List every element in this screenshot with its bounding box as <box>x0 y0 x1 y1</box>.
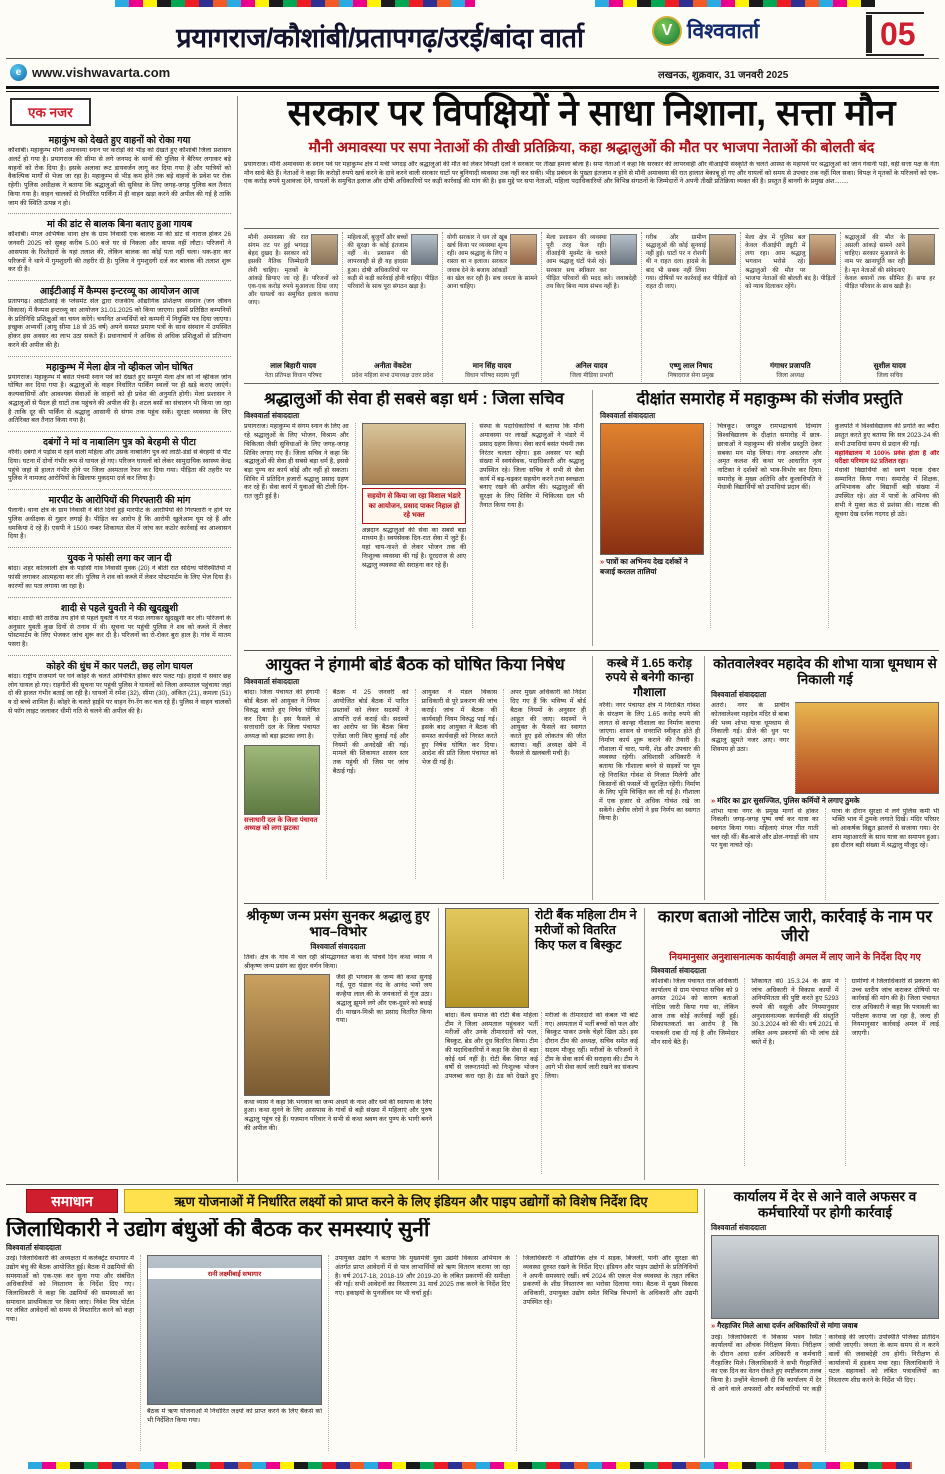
seva-body-col3: संस्था के पदाधिकारियों ने बताया कि मौनी अमावस्या पर लाखों श्रद्धालुओं ने भंडारे में प्रसाद ग्रहण किया। सेवा कार्य बसंत पंचमी तक निरंतर चलता रहेगा। इस अवसर पर बड़ी संख्या में स्वयंसेवक, पदाधिकारी और श्रद्धालु उपस्थित रहे। जिला सचिव ने सभी से सेवा कार्य में बढ़-चढ़कर सहयोग करने तथा स्वच्छता बनाए रखने की अपील की। श्रद्धालुओं की सुरक्षा के लिए शिविर में चिकित्सा दल भी तैनात किया गया है। <box>472 423 584 628</box>
procession-photo <box>795 702 939 794</box>
caption-caret-icon: » <box>711 796 716 806</box>
page-number-box <box>866 12 924 56</box>
sidebar-news-body: पैलानी। थाना क्षेत्र के ग्राम निवासी ने बीते दिनों हुई मारपीट के आरोपियों की गिरफ्तारी न होने पर पुलिस अधीक्षक से गुहार लगाई है। पीड़ित का आरोप है कि आरोपी खुलेआम घूम रहे हैं और धमकियां दे रहे हैं। एसपी ने 1500 नम्बर शिकायत सेल में जांच कर कठोर कार्रवाई का आश्वासन दिया है। <box>8 507 231 541</box>
caption-text: पात्रों का अभिनय देख दर्शकों ने बजाई करतल तालियां <box>600 557 688 576</box>
quote-name: लाल बिहारी यादव <box>270 361 317 371</box>
sidebar-news-item-6 <box>8 490 231 548</box>
masthead-title: प्रयागराज/कौशांबी/प्रतापगढ़/उरई/बांदा वार्ता <box>176 23 584 53</box>
sidebar-news-body: बांदा। शादी की तारीख तय होने से पहले युवती ने घर में फंदा लगाकर खुदख़ुशी कर ली। परिजनों के अनुसार युवती कुछ दिनों से तनाव में थी। सूचना पर पहुंची पुलिस ने शव को कब्जे में लेकर पोस्टमार्टम के लिए भेजकर जांच शुरू कर दी है। परिजनों का रो-रोकर बुरा हाल है। गांव में मातम पसरा है। <box>8 614 231 648</box>
dm-headline: जिलाधिकारी ने उद्योग बंधुओं की बैठक कर समस्याएं सुनीं <box>6 1218 430 1241</box>
band-rule-1 <box>244 650 939 651</box>
office-photo-caption <box>711 1321 939 1330</box>
quote-role: नेता प्रतिपक्ष विधान परिषद <box>264 372 322 379</box>
masthead <box>0 10 945 56</box>
office-body: उरई। जिलाधिकारी ने विकास भवन स्थित कार्यालयों का औचक निरीक्षण किया। निरीक्षण के दौरान आधा दर्जन अधिकारी व कर्मचारी गैरहाजिर मिले। जिलाधिकारी ने सभी गैरहाजिरों का एक दिन का वेतन रोकते हुए स्पष्टीकरण तलब किया है। उन्होंने चेतावनी दी कि कार्यालय में देर से आने वाले अफसरों और कर्मचारियों पर कड़ी कार्रवाई की जाएगी। उपस्थिति पंजिका प्रतिदिन जांची जाएगी। जनता के काम समय से न करने वालों की जवाबदेही तय होगी। निरीक्षण से कार्यालयों में हड़कंप मचा रहा। जिलाधिकारी ने पटल सहायकों को लंबित पत्रावलियों का निस्तारण शीघ्र करने के निर्देश भी दिए। <box>711 1333 939 1393</box>
dm-body-b: बैठक में ऋण योजनाओं में निर्धारित लक्ष्यों को प्राप्त करने के लिए बैंकर्स को भी निर्देशित किया गया। <box>147 1408 322 1424</box>
quote-role: विधान परिषद सदस्य पूर्वी <box>465 372 519 379</box>
quote-role: जिला मीडिया प्रभारी <box>569 372 614 379</box>
sidebar-news-item-8 <box>8 598 231 656</box>
quote-name: एष्णु लाल निषाद <box>669 361 713 371</box>
lead-intro: प्रयागराज। मौनी अमावस्या के स्नान पर्व पर महाकुम्भ क्षेत्र में मची भगदड़ और श्रद्धालुओं की मौत को लेकर विपक्षी दलों ने सरकार पर तीखा हमला बोला है। सपा नेताओं ने कहा कि सरकार की लापरवाही और वीआईपी संस्कृति के चलते आस्था के महापर्व पर श्रद्धालुओं को जान गंवानी पड़ी, वहीं सत्ता पक्ष के नेता मौन साधे बैठे हैं। नेताओं ने कहा कि करोड़ों रुपये खर्च करने के दावे करने वाली सरकार घाटों पर बुनियादी व्यवस्था तक नहीं कर सकी। भीड़ प्रबंधन के पुख्ता इंतजाम न होने से मौनी अमावस्या की रात हालात बेकाबू हो गए और घायलों को समय से उपचार तक नहीं मिल सका। विपक्ष ने मृतकों के परिजनों को एक-एक करोड़ रुपये मुआवजा देने, घायलों के समुचित इलाज और दोषी अधिकारियों पर कड़ी कार्रवाई की मांग की है। इस मुद्दे पर सपा नेताओं, महिला पदाधिकारियों और विभिन्न संगठनों के जिम्मेदारों ने अपनी तीखी प्रतिक्रिया व्यक्त की है। प्रस्तुत हैं बानगी के प्रमुख अंश........ <box>244 160 939 186</box>
article-dm-meeting <box>6 1218 698 1458</box>
krishna-byline: विश्ववार्ता संवाददाता <box>310 942 366 952</box>
page-number-bar <box>866 15 872 53</box>
sidebar-news-item-5 <box>8 432 231 490</box>
quote-text: योगी सरकार ने धन तो खूब खर्च किया पर व्यवस्था शून्य रही। आम श्रद्धालु के लिए न रास्ता था न इलाज। सरकार जवाब देने के बजाय आंकड़ों का खेल कर रही है। सच जनता के सामने आना चाहिए। <box>446 234 538 290</box>
print-color-bar-top-left <box>115 0 475 7</box>
sidebar-news-body: कौशांबी। मंगल अभिषेक थाना क्षेत्र के ग्राम निवासी एक बालक मां की डांट से नाराज होकर 26 जनवरी 2025 को सुबह करीब 5.00 बजे घर से निकला और वापस नहीं लौटा। परिजनों ने आसपास के रिश्तेदारों के यहां तलाश की, लेकिन बालक का कोई पता नहीं चला। थक-हार कर परिजनों ने थाने में गुमशुदगी की तहरीर दी है। पुलिस ने गुमशुदगी दर्ज कर बालक की तलाश शुरू कर दी है। <box>8 231 231 274</box>
ayukt-body-b: बैठक में 25 जनवरी को आयोजित बोर्ड बैठक में पारित प्रस्तावों को लेकर सदस्यों ने आपत्ति दर्ज कराई थी। सदस्यों का आरोप था कि बैठक बिना एजेंडा जारी किए बुलाई गई और नियमों की अनदेखी की गई। मामले की शिकायत शासन स्तर तक पहुंची थी जिस पर जांच बैठाई गई। <box>326 689 409 879</box>
distribution-photo <box>445 908 529 1008</box>
dikshant-body-col1: चित्रकूट। जगद्गुरु रामभद्राचार्य दिव्यांग विश्वविद्यालय के दीक्षांत समारोह में छात्र-छात्राओं ने महाकुम्भ की संजीव प्रस्तुति देकर सबका मन मोह लिया। गंगा अवतरण और अमृत कलश की कथा पर आधारित नृत्य नाटिका ने दर्शकों को भाव-विभोर कर दिया। समारोह के मुख्य अतिथि और कुलाधिपति ने मेधावी विद्यार्थियों को उपाधियां प्रदान कीं। <box>710 423 821 628</box>
print-color-bar-top-right <box>595 0 875 7</box>
sidebar-news-item-2 <box>8 214 231 281</box>
ek-nazar-header <box>10 98 91 126</box>
quote-text: मेला क्षेत्र में पुलिस बल केवल वीआईपी ड्यूटी में लगा रहा। आम श्रद्धालु भगवान भरोसे रहे। श्रद्धालुओं की मौत पर भाजपा नेताओं की बोलती बंद है। पीड़ितों को न्याय दिलाकर रहेंगे। <box>745 234 836 290</box>
sidebar-news-title: मारपीट के आरोपियों की गिरफ्तारी की मांग <box>48 494 191 506</box>
edition-dateline: लखनऊ, शुक्रवार, 31 जनवरी 2025 <box>658 70 789 81</box>
samadhan-banner-text: ऋण योजनाओं में निर्धारित लक्ष्यों को प्राप्त करने के लिए इंडियन और पाइप उद्योगों को विशेष निर्देश दिए <box>174 1194 648 1209</box>
quote-text: श्रद्धालुओं की मौत के असली आंकड़े सामने आने चाहिए। सरकार मुआवजे के नाम पर खानापूर्ति कर रही है। मृत नेताओं की संवेदनाएं केवल बयानों तक सीमित हैं। सपा हर पीड़ित परिवार के साथ खड़ी है। <box>844 234 935 290</box>
article-seva <box>244 390 584 646</box>
office-byline: विश्ववार्ता संवाददाता <box>711 1223 767 1233</box>
article-office-action <box>704 1189 939 1458</box>
article-ayukt <box>244 656 586 900</box>
sidebar-news-item-1 <box>8 130 231 214</box>
band-rule-3 <box>6 1184 939 1185</box>
caption-caret-icon: » <box>711 1321 716 1331</box>
quote-role: जिला अध्यक्ष <box>776 372 805 379</box>
seva-body-col2: अन्नदान श्रद्धालुओं की सेवा का सबसे बड़ा माध्यम है। स्वयंसेवक दिन-रात सेवा में जुटे हैं। यहां चाय-नाश्ते से लेकर भोजन तक की निःशुल्क व्यवस्था की गई है। दूरदराज से आए श्रद्धालु व्यवस्था की सराहना कर रहे हैं। <box>361 526 467 569</box>
article-kotwaleshwar <box>704 656 939 900</box>
quote-text: मेला प्रशासन की व्यवस्था पूरी तरह फेल रही। वीआईपी मूवमेंट के चलते आम श्रद्धालु घंटों फंसे रहे। सरकार सच स्वीकार कर पीड़ित परिवारों की मदद करे। जवाबदेही तय किए बिना न्याय संभव नहीं है। <box>546 234 637 290</box>
kathavyas-photo <box>244 974 330 1096</box>
sidebar-news-title: कोहरे की धुंध में कार पलटी, छह लोग घायल <box>46 659 193 671</box>
article-dikshant <box>592 390 939 646</box>
politician-photo <box>411 234 438 265</box>
kasba-headline: कस्बे में 1.65 करोड़ रुपये से बनेगी कान्हा गौशाला <box>605 656 694 699</box>
karan-body-c: ग्रामीणों ने जिलाधिकारी से प्रकरण की उच्च स्तरीय जांच कराकर दोषियों पर कार्रवाई की मांग की है। जिला पंचायत राज अधिकारी ने कहा कि पत्रावली का परीक्षण कराया जा रहा है, जल्द ही नियमानुसार कार्रवाई अमल में लाई जाएगी। <box>845 978 939 1166</box>
seva-byline: विश्ववार्ता संवाददाता <box>244 411 300 421</box>
politician-photo <box>510 234 537 265</box>
seva-headline: श्रद्धालुओं की सेवा ही सबसे बड़ा धर्म : जिला सचिव <box>264 390 564 408</box>
office-inspection-photo <box>711 1235 939 1319</box>
caption-text: मंदिर का द्वार सुसज्जित, पुलिस कर्मियों ने लगाए ठुमके <box>717 796 860 806</box>
quote-name: सुशील यादव <box>873 361 906 371</box>
dikshant-body-b2: मेधावी विद्यार्थियों को स्वर्ण पदक देकर सम्मानित किया गया। समारोह में शिक्षक, अभिभावक और विद्यार्थी बड़ी संख्या में उपस्थित रहे। अंत में पात्रों के अभिनय की सभी ने मुक्त कंठ से प्रशंसा की। नाटक की सूचना देख दर्शक गदगद हो उठे। <box>834 466 939 518</box>
article-kasba-gaushala <box>592 656 700 900</box>
lead-subhead: मौनी अमावस्या पर सपा नेताओं की तीखी प्रतिक्रिया, कहा श्रद्धालुओं की मौत पर भाजपा नेताओं की बोलती बंद <box>308 139 875 156</box>
reaction-quote-card-1 <box>244 232 343 382</box>
karan-subhead: नियमानुसार अनुशासनात्मक कार्यवाही अमल में लाए जाने के निर्देश दिए गए <box>669 951 921 963</box>
reaction-quote-card-3 <box>443 232 542 382</box>
politician-photo <box>311 234 338 265</box>
samadhan-label-text: समाधान <box>51 1192 93 1209</box>
quote-text: महिलाओं, बुजुर्गों और बच्चों की सुरक्षा के कोई इंतजाम नहीं थे। प्रशासन की लापरवाही से ही यह हादसा हुआ। दोषी अधिकारियों पर कड़ी से कड़ी कार्रवाई होनी चाहिए। पीड़ित परिवारों के साथ पूरा संगठन खड़ा है। <box>347 234 438 290</box>
website-url: www.vishwavarta.com <box>32 65 171 80</box>
sidebar-news-title: शादी से पहले युवती ने की खुदख़ुशी <box>60 601 179 613</box>
kotwal-byline: विश्ववार्ता संवाददाता <box>711 690 767 700</box>
performance-photo <box>600 423 704 555</box>
article-krishna <box>244 908 432 1180</box>
dm-body-c: उपायुक्त उद्योग ने बताया कि मुख्यमंत्री युवा उद्यमी विकास अभियान के अंतर्गत प्राप्त आवेदनों में से पात्र लाभार्थियों को ऋण वितरण कराया जा रहा है। वर्ष 2017-18, 2018-19 और 2019-20 के लंबित प्रकरणों की समीक्षा की गई। सभी आवेदनों का निस्तारण 31 मार्च 2025 तक करने के निर्देश दिए गए। इकाइयों के पुनर्जीवन पर भी चर्चा हुई। <box>328 1255 510 1451</box>
karan-body-a: कौशांबी। जिला पंचायत राज अधिकारी कार्यालय से ग्राम पंचायत सचिव को 9 अगस्त 2024 को कारण बताओ नोटिस जारी किया गया था, लेकिन आज तक कोई कार्रवाई नहीं हुई। शिकायतकर्ता का आरोप है कि पत्रावली दबा दी गई है और जिम्मेदार मौन साधे बैठे हैं। <box>651 977 739 1046</box>
sidebar-news-item-7 <box>8 548 231 597</box>
dikshant-headline: दीक्षांत समारोह में महाकुम्भ की संजीव प्रस्तुति <box>636 390 903 408</box>
dikshant-photo-caption <box>600 557 704 576</box>
ek-nazar-label: एक नजर <box>28 105 73 120</box>
dm-byline: विश्ववार्ता संवाददाता <box>6 1243 62 1253</box>
meeting-photo <box>147 1255 322 1405</box>
karan-byline: विश्ववार्ता संवाददाता <box>651 965 707 975</box>
reaction-quote-card-4 <box>542 232 641 382</box>
meeting-photo-banner: रानी लक्ष्मीबाई सभागार <box>148 1268 321 1279</box>
sidebar-news-title: आईटीआई में कैम्पस इन्टरव्यू का आयोजन आज <box>39 285 200 296</box>
quote-text: गरीब और ग्रामीण श्रद्धालुओं की कोई सुनवाई नहीं हुई। घाटों पर न रोशनी थी न राहत दल। हादसे के बाद भी सबक नहीं लिया गया। दोषियों पर कार्रवाई कर पीड़ितों को राहत दी जाए। <box>645 234 737 290</box>
sidebar-news-item-3 <box>8 281 231 357</box>
article-roti-bank <box>438 908 638 1180</box>
sidebar-news-body: प्रयागराज। महाकुम्भ में बसंत पंचमी स्नान पर्व को देखते हुए सम्पूर्ण मेला क्षेत्र को नो व्हीकल जोन घोषित कर दिया गया है। श्रद्धालुओं के वाहन निर्धारित पार्किंग स्थलों पर ही खड़े कराए जाएंगे। कल्पवासियों और आवश्यक सेवाओं के वाहनों को ही प्रवेश की अनुमति होगी। मेला प्रशासन ने श्रद्धालुओं से पैदल ही घाटों तक पहुंचने की अपील की है। शटल बसों का संचालन भी किया जा रहा है ताकि दूर की पार्किंग से श्रद्धालु आसानी से संगम तक पहुंच सकें। सुरक्षा व्यवस्था के लिए अतिरिक्त बल तैनात किया गया है। <box>8 373 231 425</box>
sidebar-news-title: महाकुंभ को देखते हुए वाहनों को रोका गया <box>48 134 191 145</box>
band-rule-2 <box>244 903 939 904</box>
quote-role: जिला सचिव <box>876 372 903 379</box>
reaction-quote-card-6 <box>741 232 840 382</box>
dm-body-a: उरई। जिलाधिकारी की अध्यक्षता में कलेक्ट्रेट सभागार में उद्योग बंधु की बैठक आयोजित हुई। बैठक में उद्यमियों की समस्याओं को एक-एक कर सुना गया और संबंधित अधिकारियों को निस्तारण के निर्देश दिए गए। जिलाधिकारी ने कहा कि उद्यमियों की समस्याओं का समाधान प्राथमिकता पर किया जाए। निवेश मित्र पोर्टल पर लंबित आवेदनों को समय से निस्तारित करने को कहा गया। <box>6 1255 134 1324</box>
caption-caret-icon: » <box>600 557 605 567</box>
dikshant-body-col2 <box>828 423 939 628</box>
quote-name: मान सिंह यादव <box>472 361 512 371</box>
kasba-body: नरैनी। नगर पंचायत क्षेत्र में निराश्रित गोवंश के संरक्षण के लिए 1.65 करोड़ रुपये की लागत से कान्हा गौशाला का निर्माण कराया जाएगा। शासन से धनराशि स्वीकृत होते ही निर्माण कार्य शुरू कराने की तैयारी है। गौशाला में चारा, पानी, शेड और उपचार की व्यवस्था रहेगी। अधिशासी अधिकारी ने बताया कि गौशाला बनने से सड़कों पर घूम रहे निराश्रित गोवंश से निजात मिलेगी और किसानों की फसलें भी सुरक्षित रहेंगी। निर्माण के लिए भूमि चिन्हित कर ली गई है। गौशाला में एक हजार से अधिक गोवंश रखे जा सकेंगे। क्षेत्रीय लोगों ने इस निर्णय का स्वागत किया है। <box>599 702 700 823</box>
article-karan-batao <box>644 908 939 1180</box>
brand-name: विश्ववार्ता <box>687 20 760 43</box>
kotwal-photo-caption <box>711 796 939 805</box>
ayukt-headline: आयुक्त ने हंगामी बोर्ड बैठक को घोषित किया निषेध <box>265 656 565 674</box>
caption-text: गैरहाजिर मिले आधा दर्जन अधिकारियों से मांगा जवाब <box>717 1321 858 1331</box>
dikshant-photo-col <box>600 423 704 628</box>
sidebar-news-body: प्रतापगढ़। आईटीआई के प्लेसमेंट सेल द्वारा राजकीय औद्योगिक प्रशिक्षण संस्थान (जन जीवन विकास) में कैम्पस इन्टरव्यू का आयोजन 31.01.2025 को किया जाएगा। इसमें प्रतिष्ठित कम्पनियों के प्रतिनिधि प्रशिक्षुओं का चयन करेंगे। चयनित अभ्यर्थियों को कम्पनी में नियुक्ति पत्र दिया जाएगा। इच्छुक अभ्यर्थी (आयु सीमा 18 से 35 वर्ष) अपने समस्त प्रमाण पत्रों के साथ संस्थान में उपस्थित होकर इस अवसर का लाभ उठा सकते हैं। प्रधानाचार्य ने अधिक से अधिक प्रशिक्षुओं से प्रतिभाग करने की अपील की है। <box>8 298 231 349</box>
sidebar-news-item-4 <box>8 357 231 433</box>
sidebar-news-body: कौशांबी। महाकुम्भ मौनी अमावस्या स्नान पर करोड़ों की भीड़ को देखते हुए कौशांबी जिला प्रशासन अलर्ट हो गया है। प्रयागराज की सीमा से लगे जनपद के थानों की पुलिस ने बैरियर लगाकर बड़े वाहनों को रोक दिया है। इसके अलावा रूट डायवर्जन लागू कर दिया गया है और यात्रियों को वैकल्पिक मार्गों से भेजा जा रहा है। महाकुम्भ से भीड़ कम होने तक बड़े वाहनों के प्रवेश पर रोक रहेगी। पुलिस अधीक्षक ने बताया कि श्रद्धालुओं की सुविधा के लिए जगह-जगह पुलिस बल तैनात किया गया है। वाहन चालकों से निर्धारित पार्किंग में ही वाहन खड़ा करने की अपील की गई है ताकि जाम की स्थिति उत्पन्न न हो। <box>8 147 231 207</box>
kotwal-intro: अतर्रा। नगर के प्राचीन कोतवालेश्वर महादेव मंदिर से बाबा की भव्य शोभा यात्रा धूमधाम से निकाली गई। डीजे की धुन पर श्रद्धालु झूमते नजर आए। नगर शिवमय हो उठा। <box>711 702 789 753</box>
reaction-quotes-row <box>244 228 939 384</box>
dikshant-byline: विश्ववार्ता संवाददाता <box>600 411 656 421</box>
quote-role: प्रदेश महिला सभा उपाध्यक्ष उत्तर प्रदेश <box>351 372 434 379</box>
sidebar-news-item-9 <box>8 656 231 722</box>
article-lead <box>244 94 939 226</box>
ayukt-body-a: बांदा। जिला पंचायत की हंगामी बोर्ड बैठक को आयुक्त ने नियम विरुद्ध बताते हुए निषेध घोषित कर दिया है। इस फैसले से सत्ताधारी दल के जिला पंचायत अध्यक्ष को बड़ा झटका लगा है। <box>244 689 320 740</box>
krishna-body-2: जैसे ही भगवान के जन्म की कथा सुनाई गई, पूरा पंडाल नंद के आनंद भयो जय कन्हैया लाल की के जयकारों से गूंज उठा। श्रद्धालु झूमने लगे और एक-दूसरे को बधाई दी। माखन-मिश्री का प्रसाद वितरित किया गया। <box>336 973 432 1025</box>
sidebar-news-title: मां की डांट से बालक बिना बताए हुआ गायब <box>46 218 193 230</box>
krishna-body-3: कथा व्यास ने कहा कि भगवान का जन्म अधर्म के नाश और धर्म की स्थापना के लिए हुआ। कथा सुनने के लिए आसपास के गांवों से बड़ी संख्या में महिलाएं और पुरुष श्रद्धालु पहुंच रहे हैं। यजमान परिवार ने सभी से कथा श्रवण कर पुण्य के भागी बनने की अपील की। <box>244 1098 432 1132</box>
office-headline: कार्यालय में देर से आने वाले अफसर व कर्मचारियों पर होगी कार्रवाई <box>733 1189 917 1221</box>
info-row <box>10 63 943 85</box>
quote-text: मौनी अमावस्या की रात संगम तट पर हुई भगदड़ बेहद दुखद है। सरकार को इसकी नैतिक जिम्मेदारी लेनी चाहिए। मृतकों के आंकड़े छिपाए जा रहे हैं। परिजनों को एक-एक करोड़ रुपये मुआवजा दिया जाए और घायलों का समुचित इलाज कराया जाए। <box>248 234 339 307</box>
ayukt-col1 <box>244 689 320 879</box>
sidebar-news-title: दबंगों ने मां व नाबालिग पुत्र को बेरहमी से पीटा <box>43 436 196 447</box>
sidebar-news-body: बांदा। शहर कोतवाली क्षेत्र के पड़ोसी गांव निवासी युवक (20) ने बीती रात संदिग्ध परिस्थितियों में फांसी लगाकर आत्महत्या कर ली। पुलिस ने शव को कब्जे में लेकर पोस्टमार्टम के लिए भेज दिया है। कारणों का पता लगाया जा रहा है। <box>8 565 231 590</box>
print-color-bar-bottom <box>28 1462 912 1469</box>
reaction-quote-card-5 <box>642 232 741 382</box>
reaction-quote-card-7 <box>841 232 939 382</box>
seva-highlight: सहयोग से किया जा रहा विशाल भंडारे का आयोजन, प्रसाद पाकर निहाल हो रहे भक्त <box>362 488 467 523</box>
politician-photo <box>809 234 836 265</box>
politician-photo <box>908 234 935 265</box>
roti-headline: रोटी बैंक महिला टीम ने मरीजों को वितरित किए फल व बिस्कुट <box>535 908 637 952</box>
dikshant-body-b1: कुलपति ने विश्वविद्यालय की प्रगति का ब्यौरा प्रस्तुत करते हुए बताया कि सत्र 2023-24 की सभी उपाधियां समय से प्रदान की गईं। <box>834 423 939 448</box>
sidebar-news-body: नरैनी। दबंगों ने पड़ोस में रहने वाली महिला और उसके नाबालिग पुत्र को लाठी-डंडों से बेरहमी से पीट दिया। घटना में दोनों गंभीर रूप से घायल हो गए। परिजन घायलों को लेकर सामुदायिक स्वास्थ्य केन्द्र पहुंचे जहां से हालत गंभीर होने पर जिला अस्पताल रेफर कर दिया गया। पीड़िता की तहरीर पर पुलिस ने नामजद आरोपियों के खिलाफ मुकदमा दर्ज कर लिया है। <box>8 449 231 483</box>
page-number: 05 <box>880 16 916 52</box>
krishna-headline: श्रीकृष्ण जन्म प्रसंग सुनकर श्रद्धालु हुए भाव–विभोर <box>246 908 430 940</box>
politician-photo <box>610 234 637 265</box>
seva-body-col1: प्रयागराज। महाकुम्भ में संगम स्नान के लिए आ रहे श्रद्धालुओं के लिए भोजन, विश्राम और चिकित्सा जैसी सुविधाओं के लिए जगह-जगह शिविर लगाए गए हैं। जिला सचिव ने कहा कि श्रद्धालुओं की सेवा ही सबसे बड़ा धर्म है, इससे बड़ा पुण्य का कार्य कोई और नहीं हो सकता। शिविर में प्रतिदिन हजारों श्रद्धालु प्रसाद ग्रहण कर रहे हैं। सेवा कार्य में युवाओं की टोली दिन-रात जुटी हुई है। <box>244 423 349 501</box>
lead-headline: सरकार पर विपक्षियों ने साधा निशाना, सत्ता मौन <box>287 92 896 133</box>
dm-photo-col <box>140 1255 322 1451</box>
panchayat-photo <box>244 745 320 815</box>
reaction-quote-card-2 <box>343 232 442 382</box>
quote-name: गंगाधर प्रजापति <box>770 361 811 371</box>
ayukt-body-d: अपर मुख्य अधिकारी को निर्देश दिए गए हैं कि भविष्य में बोर्ड बैठक नियमों के अनुसार ही आहूत की जाए। सदस्यों ने आयुक्त के फैसले का स्वागत करते हुए इसे लोकतंत्र की जीत बताया। वहीं अध्यक्ष खेमे में फैसले से खलबली मची है। <box>503 689 586 879</box>
ayukt-byline: विश्ववार्ता संवाददाता <box>244 677 300 687</box>
sidebar-news-body: बांदा। राष्ट्रीय राजमार्ग पर घने कोहरे के चलते अनियंत्रित होकर कार पलट गई। हादसे में सवार छह लोग घायल हो गए। राहगीरों की सूचना पर पहुंची पुलिस ने घायलों को जिला अस्पताल पहुंचाया जहां दो की हालत गंभीर बताई जा रही है। घायलों में रमेश (32), सीमा (30), अंकित (21), कमला (51) व दो बच्चे शामिल हैं। कोहरे के चलते हाईवे पर वाहन रेंग-रेंग कर चल रहे हैं। पुलिस ने वाहन चालकों से फॉग लाइट जलाकर धीमी गति से चलने की अपील की है। <box>8 672 231 715</box>
karan-body-b: शिकायत सं0 15.3.24 के क्रम में जांच अधिकारी ने विकास कार्यों में अनियमितता की पुष्टि करते हुए 5293 रुपये की वसूली और नियमानुसार अनुशासनात्मक कार्यवाही की संस्तुति 30.3.2024 को की थी। वर्ष 2021 से लंबित अन्य प्रकरणों की भी जांच ठंडे बस्ते में है। <box>744 978 838 1166</box>
ayukt-photo-caption: सत्ताधारी दल के जिला पंचायत अध्यक्ष को लगा झटका <box>244 816 318 833</box>
kotwal-body-b: यात्रा के दौरान सुरक्षा में लगे पुलिस कर्मी भी भक्ति भाव में ठुमके लगाते दिखे। मंदिर परिसर को आकर्षक विद्युत झालरों से सजाया गया। देर शाम महाआरती के साथ यात्रा का समापन हुआ। इस दौरान बड़ी संख्या में श्रद्धालु मौजूद रहे। <box>825 808 940 900</box>
seva-middle-col <box>355 423 467 628</box>
masthead-rule <box>6 58 939 59</box>
kotwal-body-a: शोभा यात्रा नगर के प्रमुख मार्गों से होकर निकली। जगह-जगह पुष्प वर्षा कर यात्रा का स्वागत किया गया। महिलाएं मंगल गीत गाती चल रही थीं। बैंड-बाजे और ढोल-नगाड़ों की थाप पर युवा नाचते रहे। <box>711 807 819 850</box>
dm-body-d: जिलाधिकारी ने औद्योगिक क्षेत्र में सड़क, बिजली, पानी और सुरक्षा की व्यवस्था दुरुस्त रखने के निर्देश दिए। इंडियन और पाइप उद्योगों के प्रतिनिधियों ने अपनी समस्याएं रखीं। वर्ष 2024 की एकल मेज व्यवस्था के तहत लंबित प्रकरणों के शीघ्र निस्तारण का भरोसा दिलाया गया। बैठक में मुख्य विकास अधिकारी, उपायुक्त उद्योग समेत विभिन्न विभागों के अधिकारी और उद्यमी उपस्थित रहे। <box>516 1255 698 1451</box>
bhandara-photo <box>362 423 467 485</box>
sidebar-ek-nazar <box>6 96 238 1182</box>
samadhan-banner <box>124 1189 698 1213</box>
krishna-body-1: तिर्वा। क्षेत्र के गांव में चल रही श्रीमद्भागवत कथा के पांचवें दिन कथा व्यास ने श्रीकृष्ण जन्म प्रसंग का सुंदर वर्णन किया। <box>244 954 432 971</box>
quote-name: अनिल यादव <box>575 361 608 371</box>
brand-block <box>652 16 759 46</box>
samadhan-label-box <box>26 1189 118 1213</box>
kotwal-headline: कोतवालेश्वर महादेव की शोभा यात्रा धूमधाम से निकाली गई <box>713 656 937 688</box>
dikshant-stat-red: महाविद्यालय में 100% प्रवेश होता है और परीक्षा परिणाम 92 प्रतिशत रहा। <box>834 449 939 466</box>
globe-icon: e <box>10 64 27 81</box>
politician-photo <box>709 234 736 265</box>
quote-name: अनीता वेंकटेश <box>373 361 412 371</box>
karan-headline: कारण बताओ नोटिस जारी, कार्रवाई के नाम पर जीरो <box>657 908 933 946</box>
roti-body: बांदा। वैश्य समाज की रोटी बैंक महिला टीम ने जिला अस्पताल पहुंचकर भर्ती मरीजों और उनके तीमारदारों को फल, बिस्कुट, ब्रेड और दूध वितरित किया। टीम की पदाधिकारियों ने कहा कि सेवा से बड़ा कोई धर्म नहीं है। रोटी बैंक विगत कई वर्षों से जरूरतमंदों को निःशुल्क भोजन उपलब्ध करा रहा है। ठंड को देखते हुए मरीजों के तीमारदारों को कंबल भी बांटे गए। अस्पताल में भर्ती बच्चों को फल और बिस्कुट पाकर उनके चेहरे खिल उठे। इस दौरान टीम की अध्यक्ष, सचिव समेत कई सदस्य मौजूद रहीं। मरीजों के परिजनों ने टीम के सेवा कार्य की सराहना की। टीम ने आगे भी सेवा कार्य जारी रखने का संकल्प लिया। <box>445 1012 638 1080</box>
quote-role: निषादराज सेना प्रमुख <box>668 372 714 379</box>
sidebar-news-title: युवक ने फांसी लगा कर जान दी <box>67 552 172 564</box>
ayukt-body-c: आयुक्त ने मंडल विकास प्राधिकारी से पूरे प्रकरण की जांच कराई। जांच में बैठक की कार्यवाही नियम विरुद्ध पाई गई। इसके बाद आयुक्त ने बैठक की समस्त कार्यवाही को निरस्त करते हुए निषेध घोषित कर दिया। आदेश की प्रति जिला पंचायत को भेज दी गई है। <box>415 689 498 879</box>
vishwavarta-logo-icon: V <box>652 16 682 46</box>
sidebar-news-title: महाकुम्भ में मेला क्षेत्र नो व्हीकल जोन घोषित <box>46 360 193 372</box>
